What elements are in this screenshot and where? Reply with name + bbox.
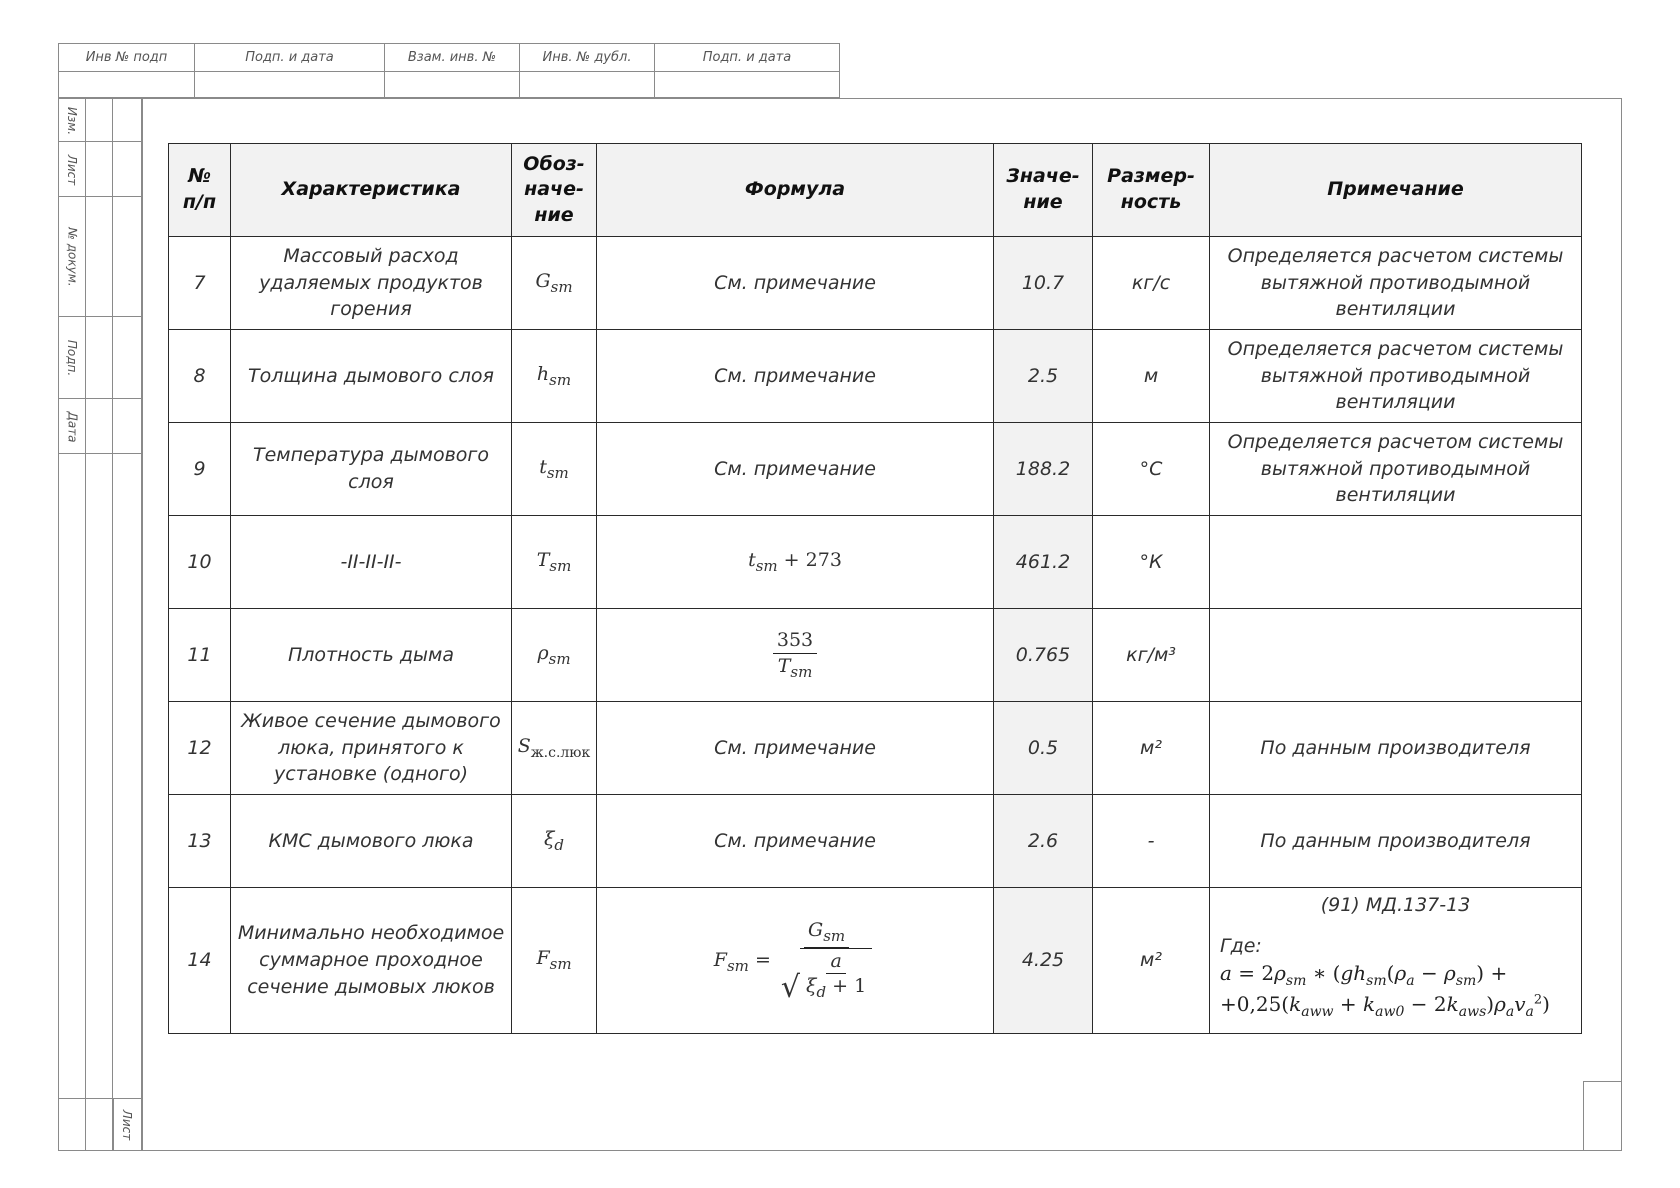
cell-unit: м [1093, 330, 1210, 423]
cell-characteristic: Толщина дымового слоя [231, 330, 512, 423]
area-formula: $F_{sm}$ = $G_{sm}$ √ $\frac{a}{\xi_d + 1}$ [714, 949, 876, 971]
cell-formula-area [597, 888, 994, 1034]
header-designation: Обоз- наче- ние [512, 144, 597, 237]
cell-num: 13 [169, 795, 231, 888]
cell-note: По данным производителя [1210, 795, 1582, 888]
note-equation: $a = 2\rho_{sm}$ ∗ ($gh_{sm}(\rho_a - \rho_{sm})$ + $+0,25(k_{aww} + k_{aw0} - 2k_{aws})\rho_av_a^2$) [1220, 960, 1550, 1020]
cell-characteristic: Минимально необходимое суммарное проходное сечение дымовых люков [231, 888, 512, 1034]
sheet-number-box [1583, 1081, 1622, 1151]
cell-value: 2.5 [994, 330, 1093, 423]
cell-formula: См. примечание [597, 423, 994, 516]
cell-characteristic: КМС дымового люка [231, 795, 512, 888]
stamp-field [59, 71, 195, 98]
cell-characteristic: Плотность дыма [231, 609, 512, 702]
table-row [169, 888, 1582, 1034]
cell-unit: °С [1093, 423, 1210, 516]
calculation-table [168, 143, 1582, 1034]
cell-num: 11 [169, 609, 231, 702]
cell-value: 0.5 [994, 702, 1093, 795]
cell-symbol: $\xi_d$ [512, 795, 597, 888]
cell-note: Определяется расчетом системы вытяжной противодымной вентиляции [1210, 423, 1582, 516]
cell-unit: м² [1093, 702, 1210, 795]
sheet-label: Лист [120, 1109, 135, 1140]
header-formula: Формула [597, 144, 994, 237]
cell-num: 12 [169, 702, 231, 795]
stamp-field [195, 71, 385, 98]
cell-note: Определяется расчетом системы вытяжной противодымной вентиляции [1210, 237, 1582, 330]
cell-symbol: $S_{ж.с.люк}$ [512, 702, 597, 795]
cell-symbol: $h_{sm}$ [512, 330, 597, 423]
table-row [169, 330, 1582, 423]
table-row [169, 702, 1582, 795]
cell-unit: кг/с [1093, 237, 1210, 330]
cell-value: 461.2 [994, 516, 1093, 609]
stamp-field [385, 71, 520, 98]
table-row [169, 516, 1582, 609]
table-row [169, 609, 1582, 702]
table-row [169, 237, 1582, 330]
cell-formula: См. примечание [597, 237, 994, 330]
note-where: Где: [1220, 934, 1262, 957]
cell-num: 14 [169, 888, 231, 1034]
cell-unit: °К [1093, 516, 1210, 609]
stamp-field [520, 71, 655, 98]
cell-value: 10.7 [994, 237, 1093, 330]
cell-formula-density [597, 609, 994, 702]
stamp-top [58, 43, 840, 98]
header-characteristic: Характеристика [231, 144, 512, 237]
cell-characteristic: Живое сечение дымового люка, принятого к установке (одного) [231, 702, 512, 795]
cell-value: 0.765 [994, 609, 1093, 702]
cell-characteristic: -II-II-II- [231, 516, 512, 609]
cell-note [1210, 609, 1582, 702]
cell-unit: кг/м³ [1093, 609, 1210, 702]
stamp-podp-label: Подп. [65, 339, 80, 377]
cell-value: 2.6 [994, 795, 1093, 888]
cell-note [1210, 888, 1582, 1034]
cell-note [1210, 516, 1582, 609]
cell-characteristic: Массовый расход удаляемых продуктов горения [231, 237, 512, 330]
cell-note: Определяется расчетом системы вытяжной противодымной вентиляции [1210, 330, 1582, 423]
stamp-field [655, 71, 839, 98]
stamp-list-label: Лист [65, 154, 80, 185]
cell-formula: См. примечание [597, 330, 994, 423]
stamp-data-label: Дата [65, 410, 80, 443]
stamp-podp-data-2: Подп. и дата [702, 50, 792, 65]
cell-note: По данным производителя [1210, 702, 1582, 795]
cell-num: 9 [169, 423, 231, 516]
header-note: Примечание [1210, 144, 1582, 237]
cell-formula: См. примечание [597, 795, 994, 888]
header-value: Значе- ние [994, 144, 1093, 237]
cell-symbol: $t_{sm}$ [512, 423, 597, 516]
stamp-izm-label: Изм. [65, 106, 80, 135]
cell-formula-temperature: $t_{sm} + 273$ [597, 516, 994, 609]
cell-symbol: $\rho_{sm}$ [512, 609, 597, 702]
table-header-row [169, 144, 1582, 237]
table-row [169, 795, 1582, 888]
cell-symbol: $G_{sm}$ [512, 237, 597, 330]
table-row [169, 423, 1582, 516]
header-unit: Размер- ность [1093, 144, 1210, 237]
stamp-inv-dubl: Инв. № дубл. [520, 44, 655, 71]
cell-unit: - [1093, 795, 1210, 888]
note-reference: (91) МД.137-13 [1320, 894, 1471, 916]
stamp-inv-podl: Инв № подп [59, 44, 195, 71]
cell-value: 188.2 [994, 423, 1093, 516]
cell-symbol: $F_{sm}$ [512, 888, 597, 1034]
cell-unit: м² [1093, 888, 1210, 1034]
cell-value: 4.25 [994, 888, 1093, 1034]
stamp-vzam-inv: Взам. инв. № [385, 44, 520, 71]
header-num: № п/п [169, 144, 231, 237]
stamp-left [58, 98, 142, 1151]
cell-num: 10 [169, 516, 231, 609]
cell-characteristic: Температура дымового слоя [231, 423, 512, 516]
cell-symbol: $T_{sm}$ [512, 516, 597, 609]
cell-formula: См. примечание [597, 702, 994, 795]
density-fraction: $\frac{353}{T_{sm}}$ [773, 628, 817, 682]
stamp-podp-data-1: Подп. и дата [195, 44, 385, 71]
stamp-dokum-label: № докум. [65, 227, 80, 287]
cell-num: 7 [169, 237, 231, 330]
cell-num: 8 [169, 330, 231, 423]
